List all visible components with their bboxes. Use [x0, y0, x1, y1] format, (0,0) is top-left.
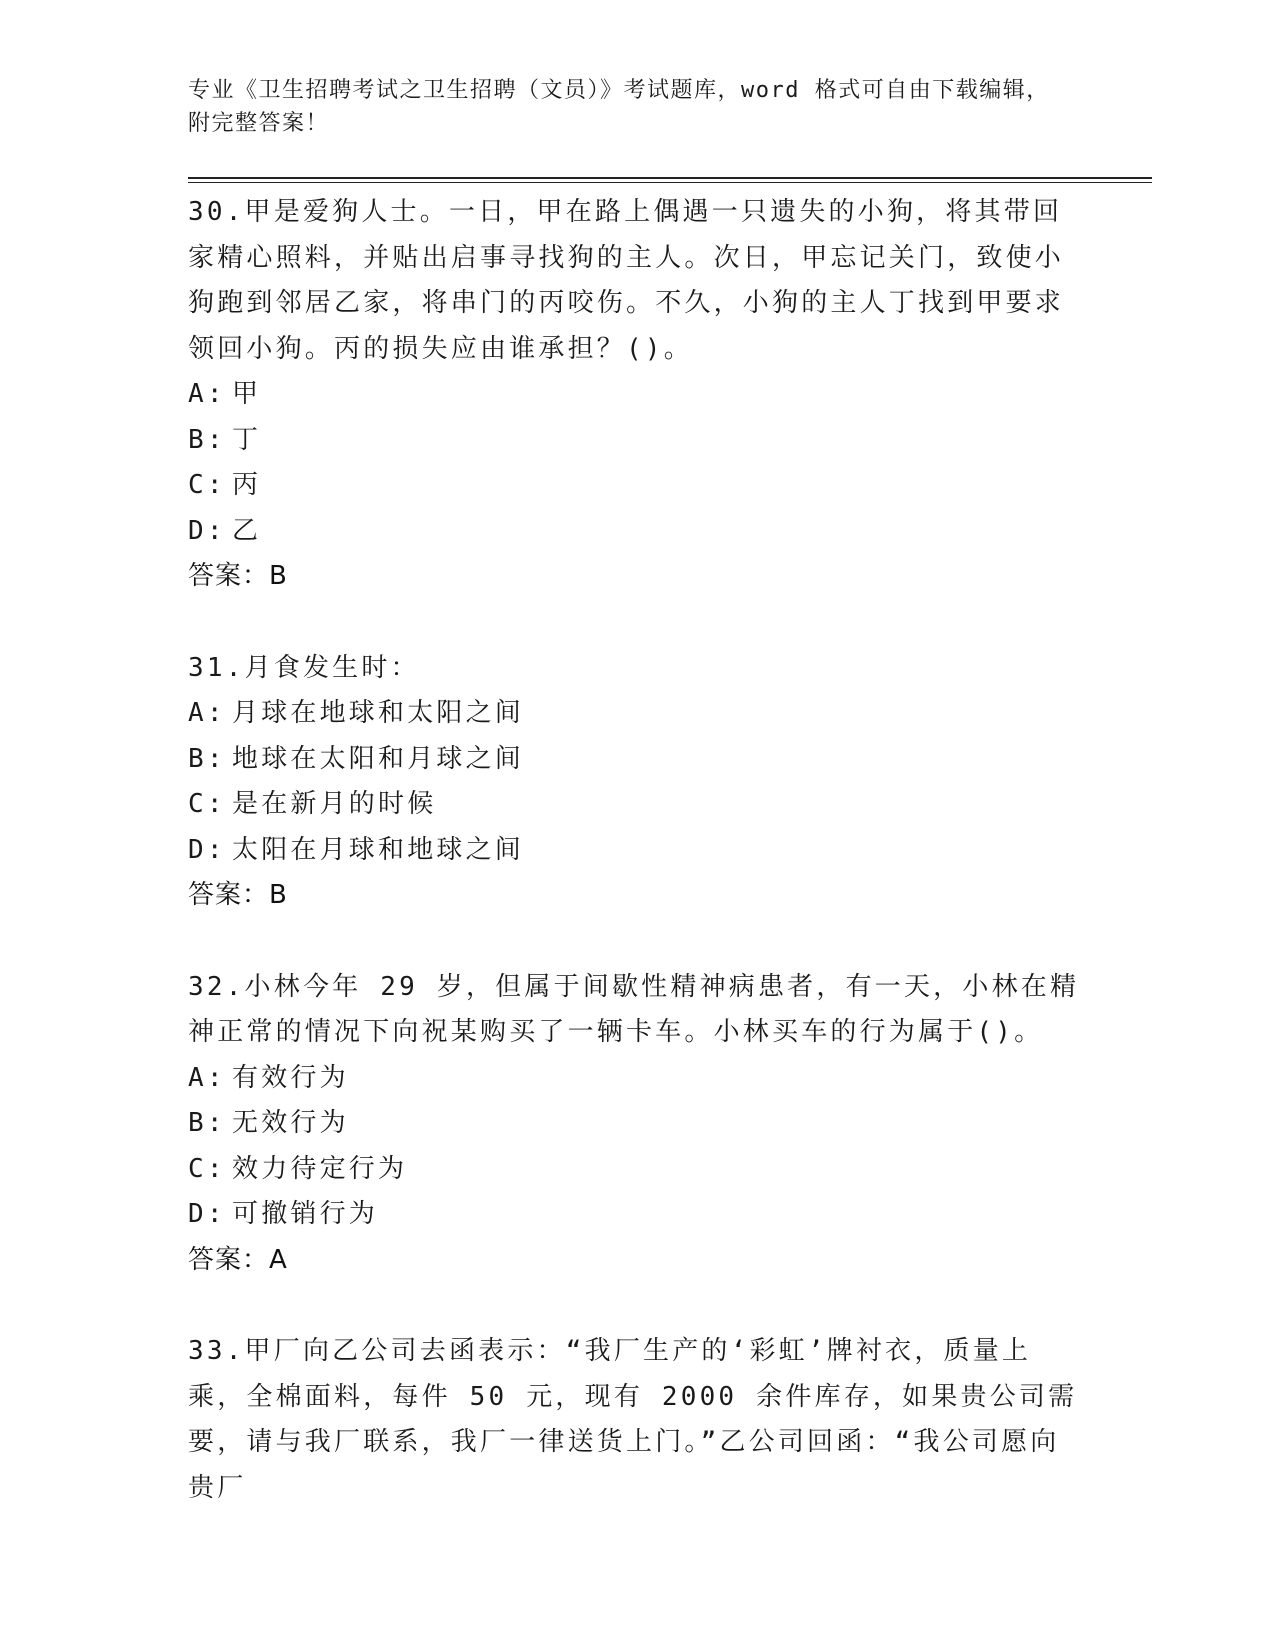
option-b [188, 418, 1088, 464]
option-d [188, 1192, 1088, 1238]
option-d [188, 509, 1088, 555]
question-text: 32.小林今年 29 岁，但属于间歇性精神病患者，有一天，小林在精神正常的情况下向祝某购买了一辆卡车。小林买车的行为属于()。 [188, 971, 1080, 1047]
option-c [188, 1147, 1088, 1193]
question-list [188, 190, 1088, 1557]
option-letter: D: [188, 834, 226, 865]
option-b [188, 1101, 1088, 1147]
question-32 [188, 965, 1088, 1284]
option-c [188, 782, 1088, 828]
option-d [188, 828, 1088, 874]
option-text: 乙 [232, 515, 262, 546]
option-letter: C: [188, 1153, 226, 1184]
option-text: 是在新月的时候 [232, 789, 437, 819]
option-text: 甲 [232, 379, 262, 409]
option-text: 太阳在月球和地球之间 [232, 834, 525, 865]
question-text: 30.甲是爱狗人士。一日，甲在路上偶遇一只遗失的小狗，将其带回家精心照料，并贴出启事寻找狗的主人。次日，甲忘记关门，致使小狗跑到邻居乙家，将串门的丙咬伤。不久，小狗的主人丁找到甲要求领回小狗。丙的损失应由谁承担？()。 [188, 197, 1065, 364]
option-text: 效力待定行为 [232, 1153, 408, 1184]
option-letter: D: [188, 1199, 226, 1229]
option-letter: A: [188, 1062, 226, 1093]
option-a [188, 691, 1088, 737]
answer-line: 答案：B [188, 561, 288, 591]
option-letter: B: [188, 424, 226, 455]
header-divider-thick [188, 177, 1152, 179]
option-letter: C: [188, 789, 226, 819]
option-b [188, 737, 1088, 783]
question-30 [188, 190, 1088, 600]
question-31 [188, 646, 1088, 919]
option-letter: A: [188, 379, 226, 409]
document-header: 专业《卫生招聘考试之卫生招聘（文员）》考试题库，word 格式可自由下载编辑，附完整答案！ [188, 78, 1050, 136]
option-a [188, 1056, 1088, 1102]
option-letter: A: [188, 698, 226, 728]
option-a [188, 372, 1088, 418]
option-text: 有效行为 [232, 1062, 349, 1093]
option-letter: C: [188, 470, 226, 500]
option-text: 地球在太阳和月球之间 [232, 743, 525, 774]
header-divider-thin [188, 182, 1152, 183]
option-letter: B: [188, 743, 226, 774]
option-text: 可撤销行为 [232, 1199, 379, 1229]
option-text: 无效行为 [232, 1108, 349, 1138]
option-c [188, 463, 1088, 509]
answer-line: 答案：B [188, 880, 288, 910]
option-text: 丁 [232, 424, 262, 455]
option-letter: D: [188, 515, 226, 546]
question-33 [188, 1329, 1088, 1511]
option-text: 丙 [232, 470, 262, 500]
question-text: 31.月食发生时： [188, 652, 420, 683]
option-letter: B: [188, 1108, 226, 1138]
option-text: 月球在地球和太阳之间 [232, 698, 525, 728]
answer-line: 答案：A [188, 1244, 288, 1275]
question-text: 33.甲厂向乙公司去函表示：“我厂生产的‘彩虹’牌衬衣，质量上乘，全棉面料，每件 50 元，现有 2000 余件库存，如果贵公司需要，请与我厂联系，我厂一律送货上门。”乙公司回函：“我公司愿向贵厂 [188, 1336, 1078, 1503]
